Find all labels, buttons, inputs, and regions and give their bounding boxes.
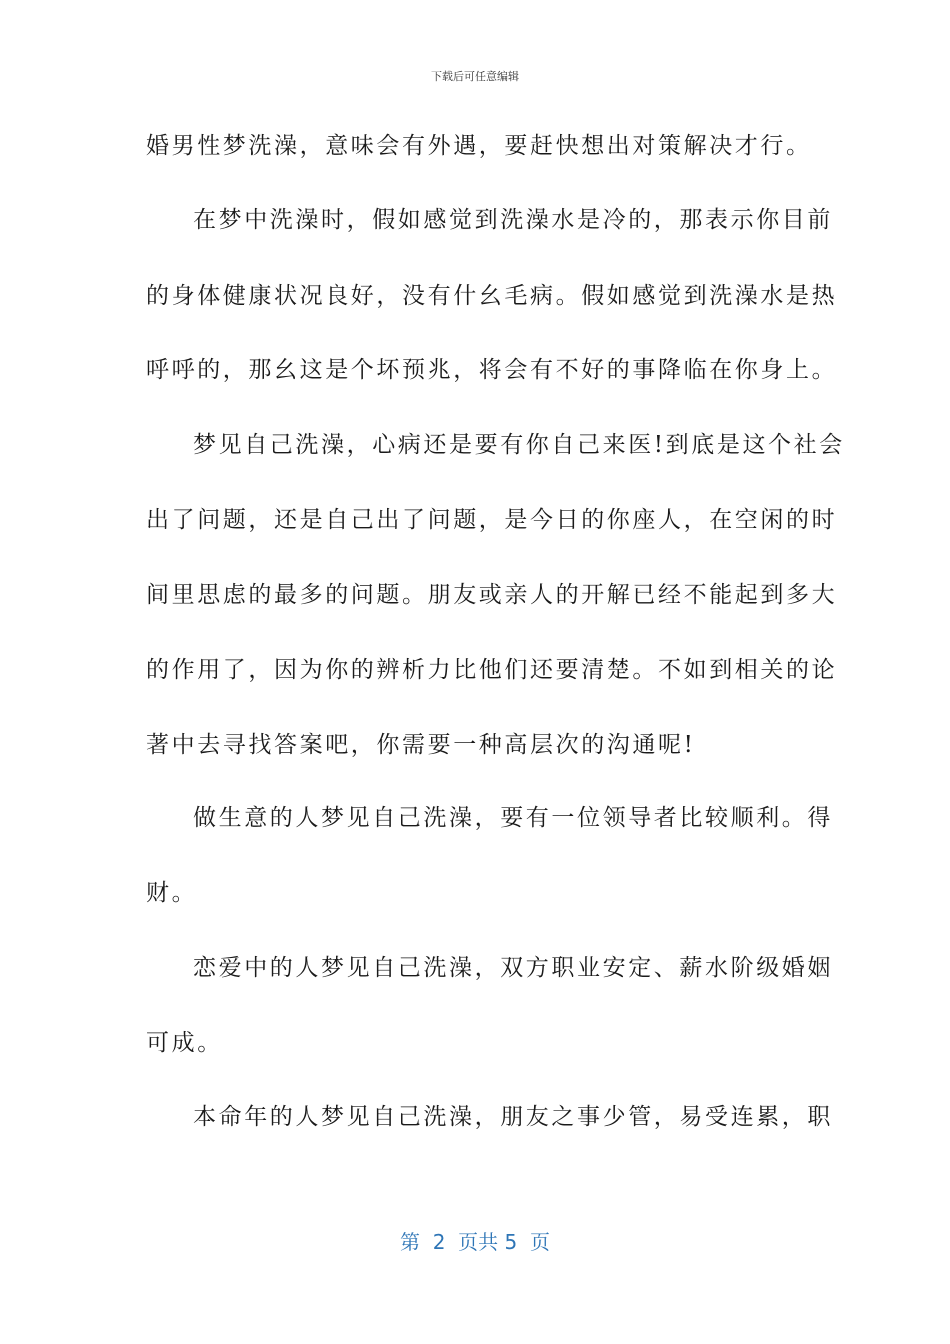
- paragraph-line: 在梦中洗澡时，假如感觉到洗澡水是冷的，那表示你目前: [193, 207, 833, 233]
- paragraph-line: 恋爱中的人梦见自己洗澡，双方职业安定、薪水阶级婚姻: [193, 955, 833, 981]
- header-note: 下载后可任意编辑: [431, 70, 519, 83]
- paragraph-line: 做生意的人梦见自己洗澡，要有一位领导者比较顺利。得: [193, 805, 833, 831]
- paragraph-line: 可成。: [146, 1030, 223, 1056]
- paragraph-line: 的作用了，因为你的辨析力比他们还要清楚。不如到相关的论: [146, 657, 838, 683]
- paragraph-line: 本命年的人梦见自己洗澡，朋友之事少管，易受连累，职: [193, 1104, 833, 1130]
- page-number: 第 2 页共 5 页: [400, 1230, 550, 1254]
- paragraph-line: 婚男性梦洗澡，意味会有外遇，要赶快想出对策解决才行。: [146, 133, 812, 159]
- paragraph-line: 间里思虑的最多的问题。朋友或亲人的开解已经不能起到多大: [146, 582, 838, 608]
- paragraph-line: 出了问题，还是自己出了问题，是今日的你座人，在空闲的时: [146, 507, 838, 533]
- paragraph-line: 的身体健康状况良好，没有什幺毛病。假如感觉到洗澡水是热: [146, 283, 838, 309]
- paragraph-line: 呼呼的，那幺这是个坏预兆，将会有不好的事降临在你身上。: [146, 357, 838, 383]
- paragraph-line: 梦见自己洗澡，心病还是要有你自己来医!到底是这个社会: [193, 432, 845, 458]
- paragraph-line: 著中去寻找答案吧，你需要一种高层次的沟通呢!: [146, 732, 696, 758]
- paragraph-line: 财。: [146, 880, 198, 906]
